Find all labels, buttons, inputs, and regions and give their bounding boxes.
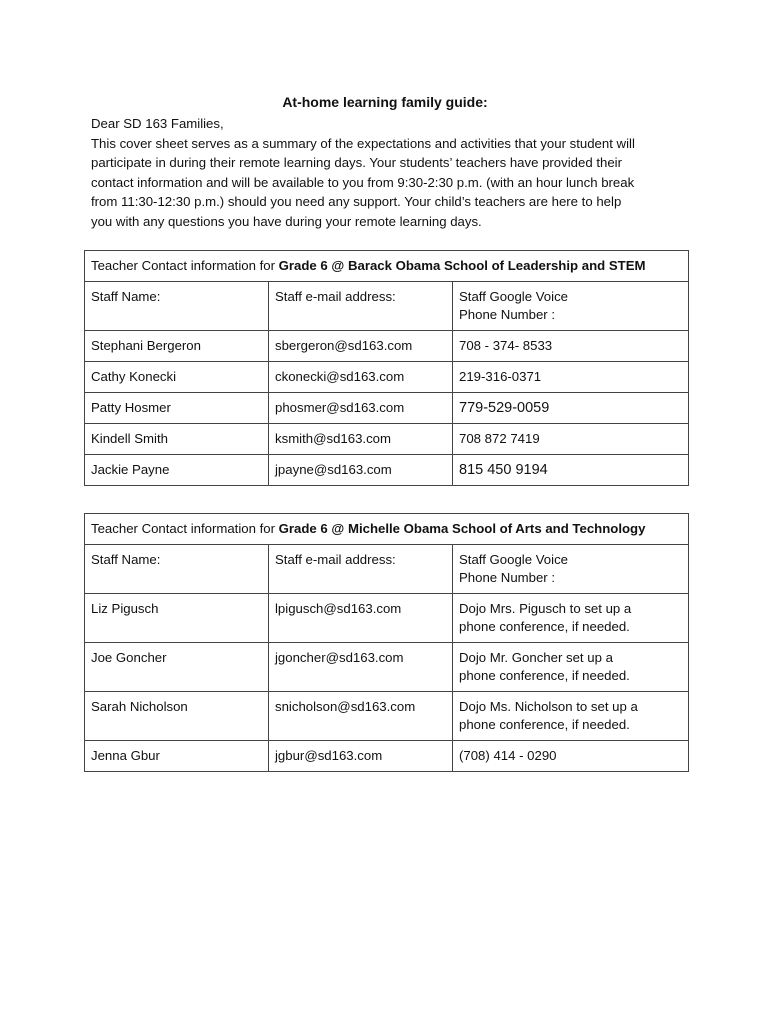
staff-phone: 708 872 7419 xyxy=(453,424,689,455)
table-row xyxy=(85,362,689,393)
table-caption-row xyxy=(85,514,689,545)
table-row xyxy=(85,692,689,741)
staff-phone: 708 - 374- 8533 xyxy=(453,331,689,362)
header-phone-line1: Staff Google Voice xyxy=(459,552,568,567)
staff-contact-note xyxy=(453,692,689,741)
staff-email-link[interactable]: phosmer@sd163.com xyxy=(269,393,453,424)
header-staff-name: Staff Name: xyxy=(85,545,269,594)
staff-contact-note xyxy=(453,643,689,692)
staff-email-link[interactable]: ksmith@sd163.com xyxy=(269,424,453,455)
table-row xyxy=(85,393,689,424)
caption-prefix: Teacher Contact information for xyxy=(91,258,279,273)
contact-note-line2: phone conference, if needed. xyxy=(459,668,630,683)
staff-name: Joe Goncher xyxy=(85,643,269,692)
intro-paragraph xyxy=(91,114,691,231)
table-row xyxy=(85,741,689,772)
header-phone-line2: Phone Number : xyxy=(459,307,556,322)
table-header-row xyxy=(85,282,689,331)
header-staff-email: Staff e-mail address: xyxy=(269,282,453,331)
header-staff-email: Staff e-mail address: xyxy=(269,545,453,594)
contact-note-line1: Dojo Mrs. Pigusch to set up a xyxy=(459,601,632,616)
table-row xyxy=(85,455,689,486)
staff-email-link[interactable]: ckonecki@sd163.com xyxy=(269,362,453,393)
table-row xyxy=(85,643,689,692)
staff-name: Jenna Gbur xyxy=(85,741,269,772)
table-row xyxy=(85,594,689,643)
table-row xyxy=(85,331,689,362)
staff-email-link[interactable]: jgoncher@sd163.com xyxy=(269,643,453,692)
staff-name: Patty Hosmer xyxy=(85,393,269,424)
table-caption-row xyxy=(85,251,689,282)
header-phone-line2: Phone Number : xyxy=(459,570,556,585)
page-title: At-home learning family guide: xyxy=(282,94,488,110)
header-staff-name: Staff Name: xyxy=(85,282,269,331)
contact-note-line2: phone conference, if needed. xyxy=(459,717,630,732)
staff-email-link[interactable]: snicholson@sd163.com xyxy=(269,692,453,741)
staff-email-link[interactable]: sbergeron@sd163.com xyxy=(269,331,453,362)
staff-table-barack-obama xyxy=(84,250,689,486)
intro-line: contact information and will be available to you from 9:30-2:30 p.m. (with an hour lunch break xyxy=(91,174,635,190)
caption-school: Grade 6 @ Barack Obama School of Leadership and STEM xyxy=(278,258,646,273)
contact-note-line1: Dojo Ms. Nicholson to set up a xyxy=(459,699,638,714)
staff-table-michelle-obama xyxy=(84,513,689,772)
staff-contact-note xyxy=(453,594,689,643)
staff-email-link[interactable]: jgbur@sd163.com xyxy=(269,741,453,772)
caption-school: Grade 6 @ Michelle Obama School of Arts and Technology xyxy=(278,521,646,536)
staff-phone: (708) 414 - 0290 xyxy=(453,741,689,772)
contact-note-line2: phone conference, if needed. xyxy=(459,619,630,634)
staff-email-link[interactable]: lpigusch@sd163.com xyxy=(269,594,453,643)
staff-email-link[interactable]: jpayne@sd163.com xyxy=(269,455,453,486)
staff-phone: 779-529-0059 xyxy=(453,393,689,424)
intro-line: from 11:30-12:30 p.m.) should you need any support. Your child’s teachers are here to help xyxy=(91,194,622,209)
staff-name: Jackie Payne xyxy=(85,455,269,486)
staff-name: Stephani Bergeron xyxy=(85,331,269,362)
header-staff-phone xyxy=(453,545,689,594)
intro-greeting: Dear SD 163 Families, xyxy=(91,116,224,131)
table-caption xyxy=(85,251,689,282)
staff-name: Liz Pigusch xyxy=(85,594,269,643)
staff-name: Sarah Nicholson xyxy=(85,692,269,741)
header-staff-phone xyxy=(453,282,689,331)
table-row xyxy=(85,424,689,455)
intro-line: participate in during their remote learning days. Your students’ teachers have provided their xyxy=(91,155,622,170)
staff-name: Cathy Konecki xyxy=(85,362,269,393)
caption-prefix: Teacher Contact information for xyxy=(91,521,279,536)
staff-name: Kindell Smith xyxy=(85,424,269,455)
header-phone-line1: Staff Google Voice xyxy=(459,289,568,304)
contact-note-line1: Dojo Mr. Goncher set up a xyxy=(459,650,613,665)
staff-phone: 815 450 9194 xyxy=(453,455,689,486)
table-caption xyxy=(85,514,689,545)
staff-phone: 219-316-0371 xyxy=(453,362,689,393)
intro-line: you with any questions you have during your remote learning days. xyxy=(91,213,482,229)
table-header-row xyxy=(85,545,689,594)
intro-line: This cover sheet serves as a summary of the expectations and activities that your student will xyxy=(91,135,635,151)
